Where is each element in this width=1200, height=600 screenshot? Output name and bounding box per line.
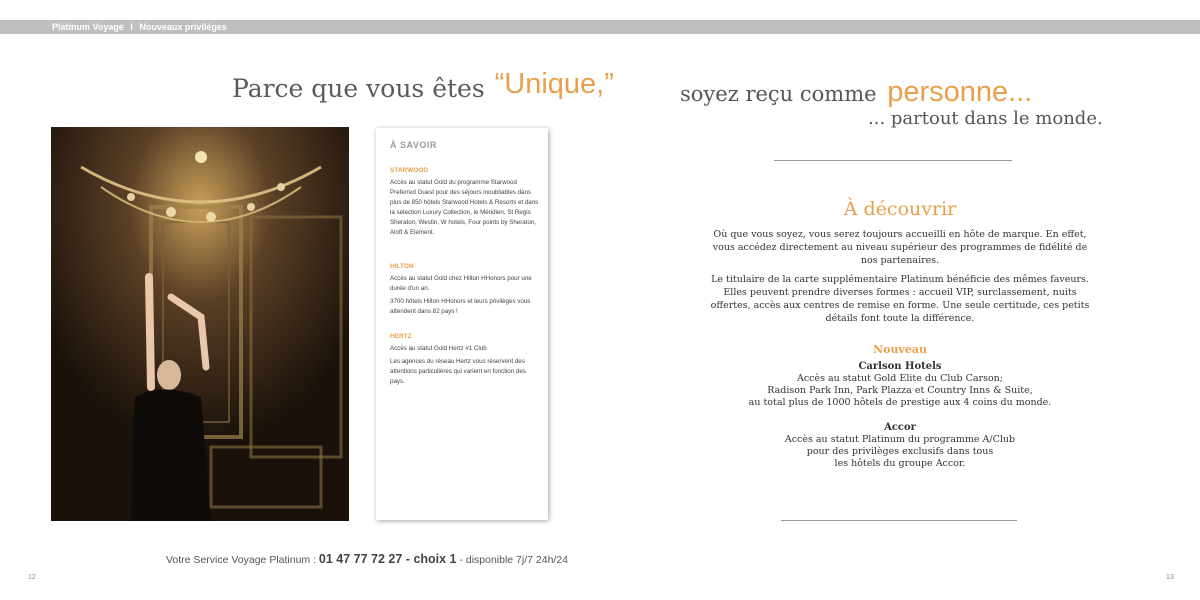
sidebar-section-starwood (390, 166, 540, 241)
page-number-left: 12 (28, 574, 36, 581)
discover-paragraph: Le titulaire de la carte supplémentaire Platinum bénéficie des mêmes faveurs. Elles peuvent prendre diverses formes : accueil VIP, surclassement, nuits offertes, accès aux centres de remise en forme. Une seule certitude, ces petits détails font toute la différence. (710, 274, 1090, 324)
discover-title: À découvrir (843, 198, 957, 220)
brand-line: les hôtels du groupe Accor. (834, 458, 966, 469)
header-separator: I (130, 22, 133, 32)
sidebar-heading: À SAVOIR (390, 140, 437, 150)
brand-carlson (600, 361, 1200, 409)
page-title-left (232, 68, 614, 105)
section-text: Accès au statut Gold Hertz #1 Club (390, 345, 487, 352)
sidebar-section-hertz (390, 332, 540, 390)
info-sidebar (376, 128, 548, 520)
page-title-right (680, 76, 1032, 109)
footer-phone[interactable]: 01 47 77 72 27 - choix 1 (318, 552, 457, 566)
dancer-photo (51, 127, 349, 521)
section-text: Accès au statut Gold chez Hilton HHonors pour une durée d'un an. (390, 275, 532, 292)
title-left-prefix: Parce que vous êtes (232, 74, 485, 103)
brand-line: Accès au statut Gold Elite du Club Carson; (796, 373, 1003, 384)
brand-line: au total plus de 1000 hôtels de prestige aux 4 coins du monde. (748, 397, 1052, 408)
brand-accor (600, 422, 1200, 470)
sidebar-section-hilton (390, 262, 540, 320)
header-label (52, 21, 231, 33)
discover-paragraph: Où que vous soyez, vous serez toujours accueilli en hôte de marque. En effet, vous accédez directement au niveau supérieur des programmes de fidélité de nos partenaires. (712, 229, 1088, 266)
divider-top (774, 160, 1012, 161)
title-right-prefix: soyez reçu comme (680, 82, 877, 106)
title-right-subline: ... partout dans le monde. (868, 108, 1103, 129)
title-left-highlight: “Unique,” (494, 68, 614, 100)
section-name: STARWOOD (390, 167, 429, 174)
discover-text (600, 228, 1200, 331)
section-name: HERTZ (390, 333, 412, 340)
brand-line: pour des privilèges exclusifs dans tous (806, 446, 994, 457)
brand-name: Carlson Hotels (858, 361, 942, 372)
photo-scene (51, 127, 349, 521)
header-brand: Platinum Voyage (52, 22, 124, 32)
page-number-right: 13 (1166, 574, 1174, 581)
nouveau-title: Nouveau (873, 343, 927, 356)
brand-line: Accès au statut Platinum du programme A/Club (784, 434, 1016, 445)
footer-prefix: Votre Service Voyage Platinum : (166, 554, 316, 566)
footer-suffix: - disponible 7j/7 24h/24 (459, 554, 569, 566)
brand-line: Radison Park Inn, Park Plazza et Country Inns & Suite, (767, 385, 1033, 396)
section-text: Les agences du réseau Hertz vous réservent des attentions particulières qui varient en fonction des pays. (390, 358, 526, 385)
header-section: Nouveaux privilèges (139, 22, 227, 32)
divider-bottom (781, 520, 1017, 521)
title-right-highlight: personne... (887, 76, 1033, 108)
section-name: HILTON (390, 263, 414, 270)
section-text: Accès au statut Gold du programme Starwood Preferred Guest pour des séjours inoubliables dans plus de 850 hôtels Starwood Hotels & Resorts et dans la sélection Luxury Collection, le Méridien, St Regis Sheraton, Westin, W hotels, Four points by Sheraton, Aloft & Element. (390, 179, 539, 236)
brand-name: Accor (884, 422, 916, 433)
section-text: 3700 hôtels Hilton HHonors et leurs privilèges vous attendent dans 82 pays ! (390, 298, 531, 315)
footer-contact (166, 552, 568, 566)
